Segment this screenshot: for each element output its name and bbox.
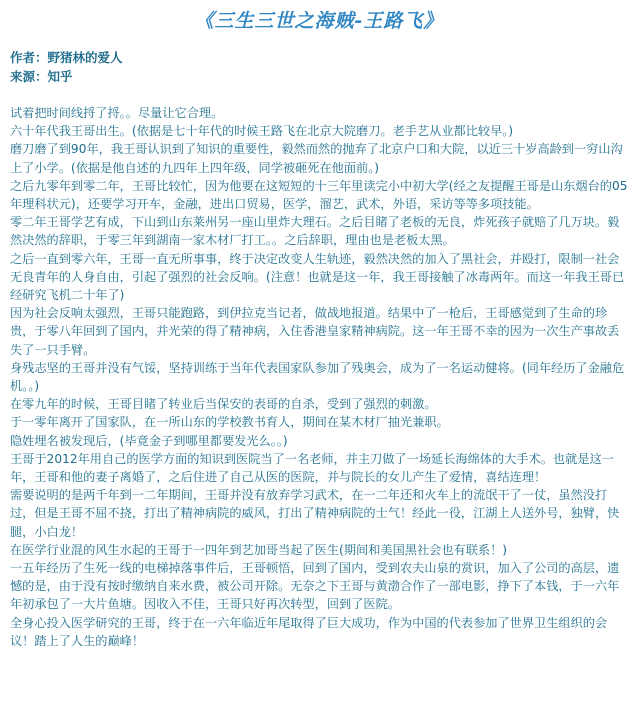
article-meta [10, 48, 628, 86]
paragraph: 零二年王哥学艺有成，下山到山东莱州另一座山里炸大理石。之后目睹了老板的无良，炸死孩子就赔了几万块。毅然决然的辞职，于零三年到湖南一家木材厂打工。。之后辞职，理由也是老板太黑。 [10, 215, 620, 248]
paragraph: 六十年代我王哥出生。(依据是七十年代的时候王路飞在北京大院磨刀。老手艺从业都比较早。) [10, 124, 514, 139]
paragraph: 因为社会反响太强烈，王哥只能跑路，到伊拉克当记者，做战地报道。结果中了一枪后，王哥感觉到了生命的珍贵，于零八年回到了国内，并光荣的得了精神病，入住香港皇家精神病院。这一年王哥不幸的因为一次生产事故丢失了一只手臂。 [10, 306, 620, 357]
paragraph: 隐姓埋名被发现后，(毕竟金子到哪里都要发光么。。) [10, 433, 288, 448]
paragraph: 在医学行业混的风生水起的王哥于一四年到艺加哥当起了医生(期间和美国黑社会也有联系！) [10, 542, 508, 557]
paragraph: 于一零年离开了国家队，在一所山东的学校教书育人，期间在某木材厂抽光兼职。 [10, 415, 449, 430]
paragraph: 试着把时间线捋了捋。。尽量让它合理。 [10, 106, 224, 120]
article-body [10, 104, 628, 650]
paragraph: 身残志坚的王哥并没有气馁，坚持训练于当年代表国家队参加了残奥会，成为了一名运动健将。(同年经历了金融危机。。) [10, 360, 625, 394]
article-title: 《三生三世之海贼-王路飞》 [194, 10, 444, 32]
paragraph: 之后一直到零六年，王哥一直无所事事，终于决定改变人生轨迹，毅然决然的加入了黑社会，并殴打，限制一社会无良青年的人身自由，引起了强烈的社会反响。(注意！也就是这一年，我王哥接触了冰毒两年。而这一年我王哥已经研究飞机二十年了) [10, 251, 625, 303]
author-line: 作者：野猪林的爱人 [10, 50, 123, 65]
paragraph: 在零九年的时候，王哥目睹了转业后当保安的表哥的自杀，受到了强烈的刺激。 [10, 397, 437, 412]
source-line: 来源：知乎 [10, 69, 73, 84]
paragraph: 磨刀磨了到90年，我王哥认识到了知识的重要性，毅然而然的抛弃了北京户口和大院，以近三十岁高龄到一穷山沟上了小学。(依据是他自述的九四年上四年级，同学被砸死在他面前。) [10, 142, 623, 175]
paragraph: 全身心投入医学研究的王哥，终于在一六年临近年尾取得了巨大成功，作为中国的代表参加了世界卫生组织的会议！踏上了人生的巅峰！ [10, 615, 608, 648]
paragraph: 王哥于2012年用自己的医学方面的知识到医院当了一名老师，并主刀做了一场延长海绵体的大手术。也就是这一年，王哥和他的妻子离婚了，之后住进了自己从医的医院，并与院长的女儿产生了爱情，喜结连理！ [10, 451, 614, 485]
paragraph: 需要说明的是两千年到一二年期间，王哥并没有放弃学习武术，在一二年还和火车上的流氓干了一仗，虽然没打过，但是王哥不屈不挠，打出了精神病院的威风，打出了精神病院的士气！经此一役，江湖上人送外号，独臂，快腿，小白龙！ [10, 488, 620, 539]
paragraph: 之后九零年到零二年，王哥比较忙，因为他要在这短短的十三年里读完小中初大学(经之友提醒王哥是山东烟台的05年理科状元)，还要学习开车，金融，进出口贸易，医学，溜艺，武术，外语，采访等等多项技能。 [10, 178, 628, 212]
paragraph: 一五年经历了生死一线的电梯掉落事件后，王哥顿悟，回到了国内，受到农夫山泉的赏识，加入了公司的高层，遗憾的是，由于没有按时缴纳自来水费，被公司开除。无奈之下王哥与黄渤合作了一部电影，挣下了本钱，于一六年年初承包了一大片鱼塘。因收入不佳，王哥只好再次转型，回到了医院。 [10, 561, 620, 612]
article-page [0, 6, 638, 708]
